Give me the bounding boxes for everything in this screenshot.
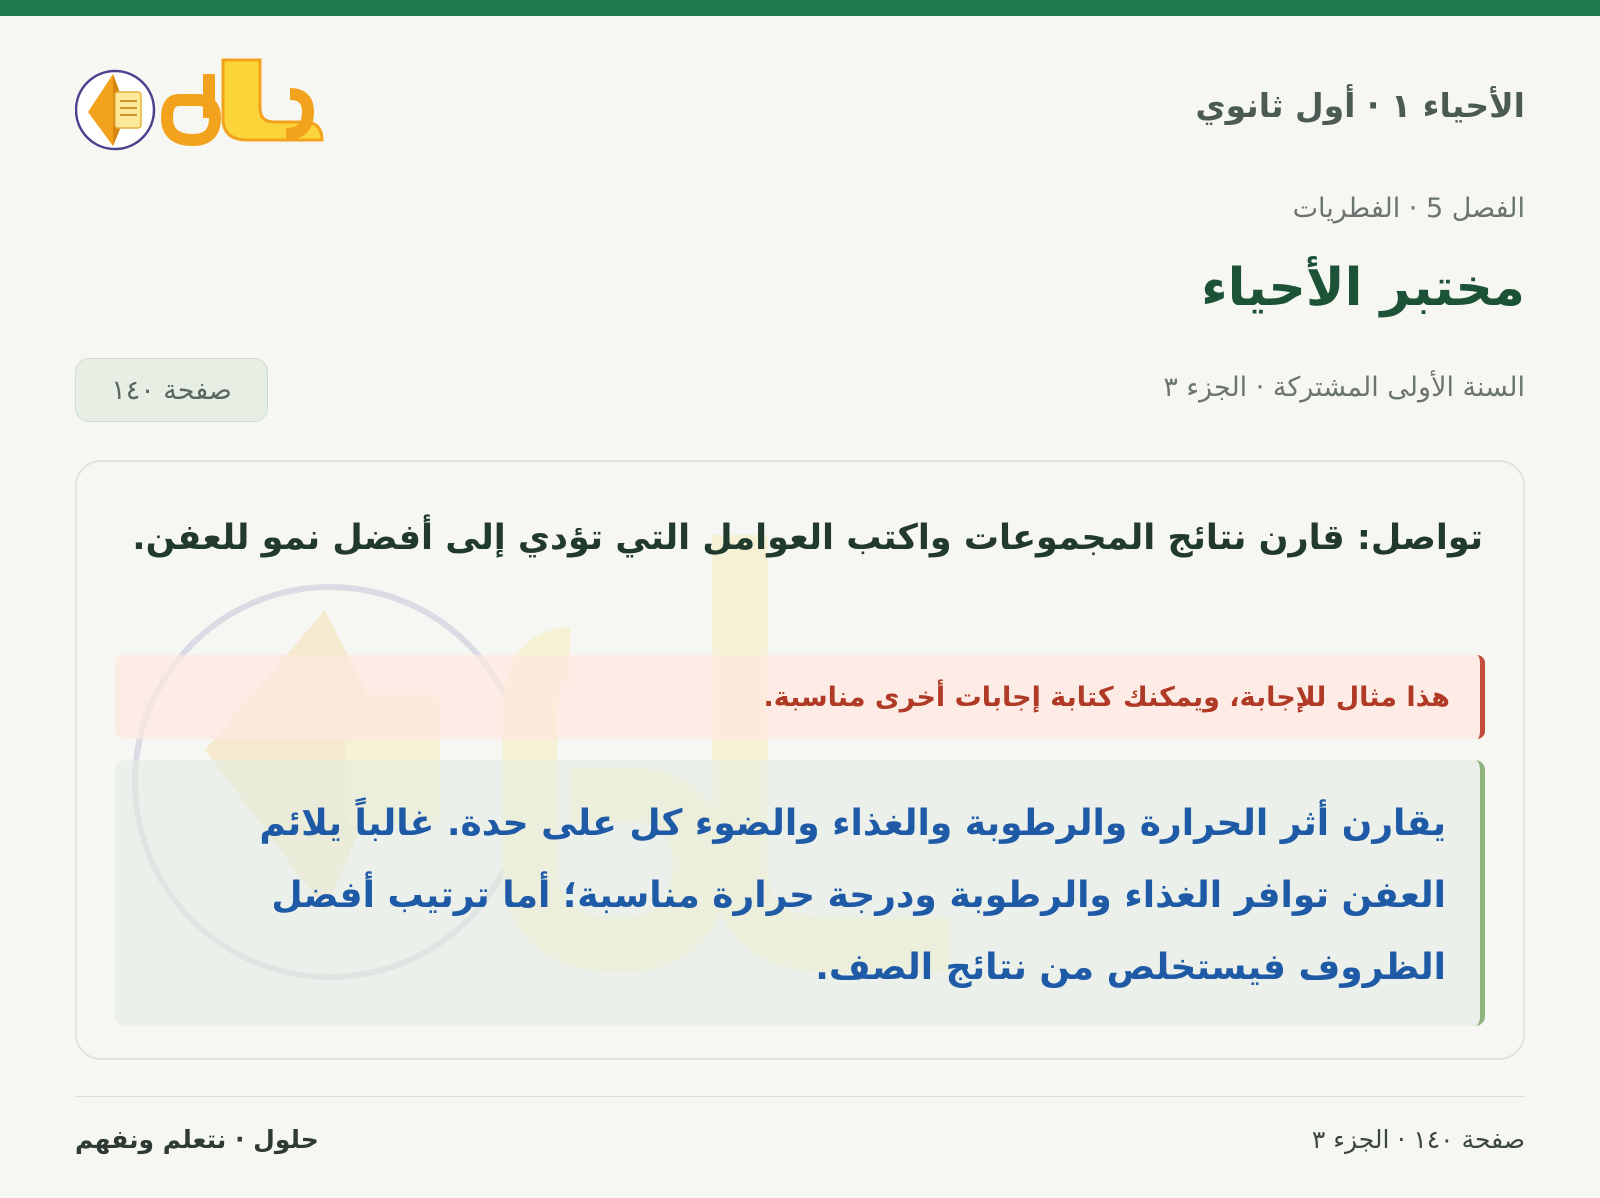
lesson-title: مختبر الأحياء <box>1201 258 1525 318</box>
question-text: تواصل: قارن نتائج المجموعات واكتب العوامل التي تؤدي إلى أفضل نمو للعفن. <box>132 518 1483 558</box>
chapter-label: الفصل 5 · الفطريات <box>1292 193 1525 224</box>
footer-page-info: صفحة ١٤٠ · الجزء ٣ <box>1311 1125 1525 1154</box>
answer-text: يقارن أثر الحرارة والرطوبة والغذاء والضوء كل على حدة. غالباً يلائم العفن توافر الغذاء والرطوبة ودرجة حرارة مناسبة؛ أما ترتيب أفضل الظروف فيستخلص من نتائج الصف. <box>115 760 1485 1026</box>
page-badge: صفحة ١٤٠ <box>75 358 268 422</box>
footer-tagline: حلول · نتعلم ونفهم <box>75 1125 319 1154</box>
question-card <box>75 460 1525 1060</box>
brand-logo[interactable] <box>75 54 335 164</box>
subject-title: الأحياء ١ · أول ثانوي <box>1195 86 1525 125</box>
answer-note: هذا مثال للإجابة، ويمكنك كتابة إجابات أخرى مناسبة. <box>115 655 1485 739</box>
header <box>75 48 1525 168</box>
footer-divider <box>75 1096 1525 1097</box>
grade-part-label: السنة الأولى المشتركة · الجزء ٣ <box>1163 372 1525 403</box>
top-accent-bar <box>0 0 1600 16</box>
